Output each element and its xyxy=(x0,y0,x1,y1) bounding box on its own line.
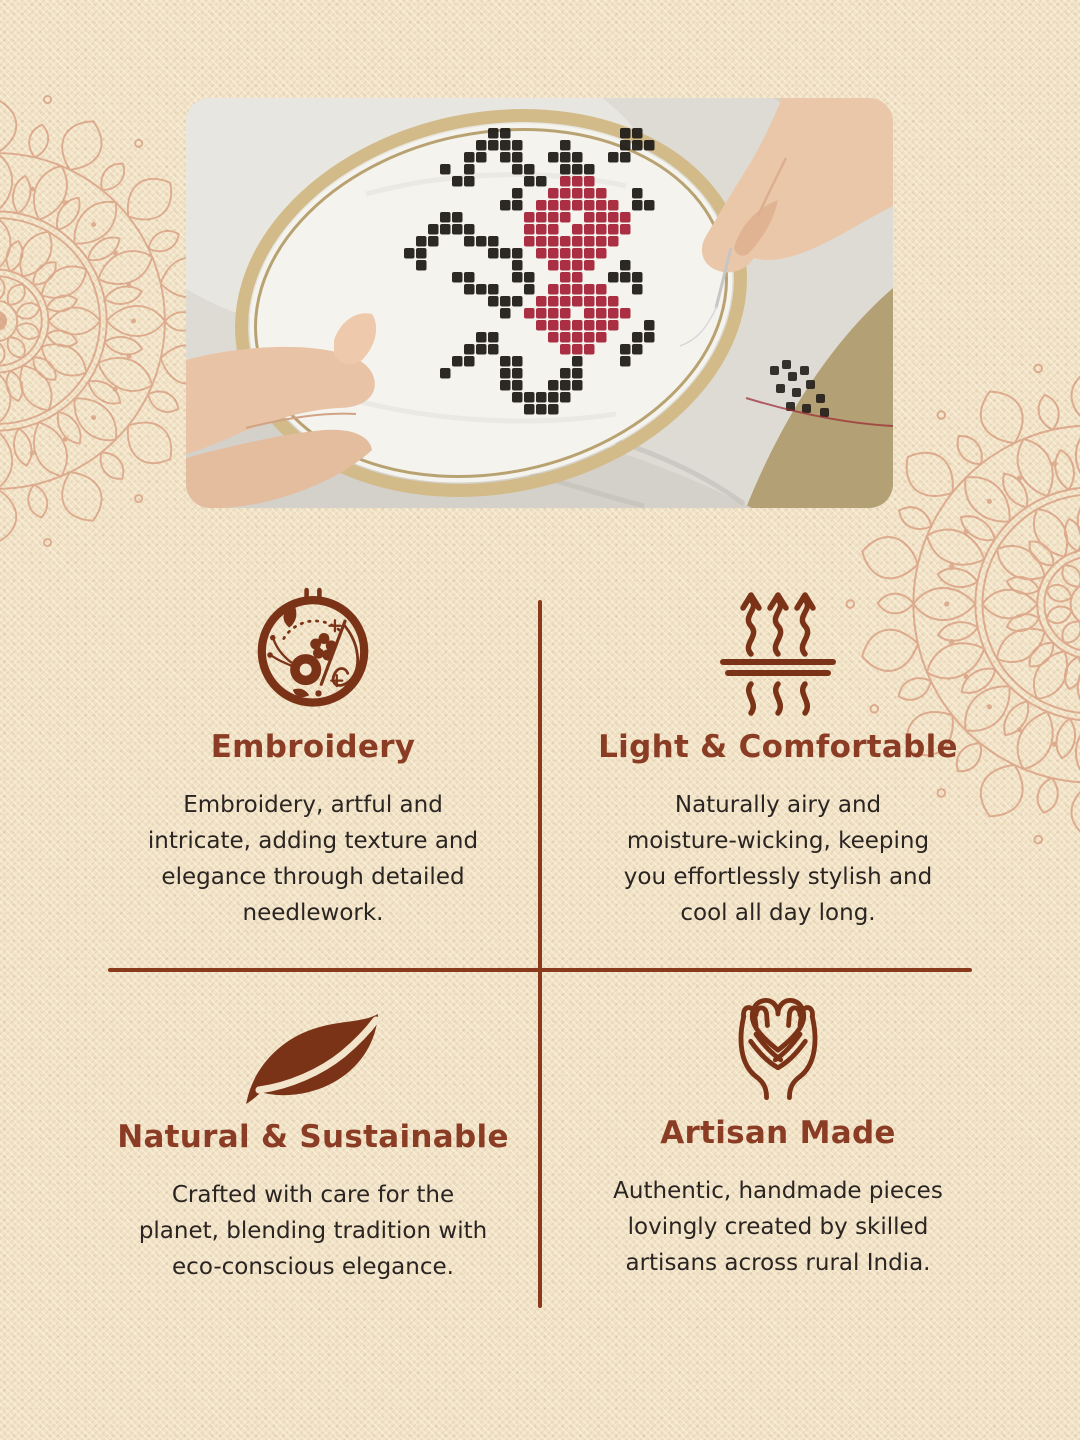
feature-title: Natural & Sustainable xyxy=(117,1119,509,1155)
breathability-icon xyxy=(703,582,853,727)
feature-title: Light & Comfortable xyxy=(598,729,958,765)
embroidery-hoop-icon xyxy=(249,582,377,727)
feature-artisan-made xyxy=(553,988,1003,1281)
hero-photo-scene xyxy=(186,98,893,508)
feature-description: Naturally airy and moisture-wicking, keeping you effortlessly stylish and cool all day long. xyxy=(623,792,933,926)
feature-description: Embroidery, artful and intricate, adding texture and elegance through detailed needlework. xyxy=(147,792,479,926)
feature-light-comfortable xyxy=(553,582,1003,931)
feature-natural-sustainable xyxy=(73,992,553,1285)
feature-embroidery xyxy=(88,582,538,931)
feature-description: Crafted with care for the planet, blending tradition with eco-conscious elegance. xyxy=(138,1182,488,1280)
feature-title: Embroidery xyxy=(210,729,416,765)
leaf-icon xyxy=(237,992,389,1117)
hero-photo-embroidery xyxy=(186,98,893,508)
hands-holding-heart-icon xyxy=(712,988,844,1113)
feature-description: Authentic, handmade pieces lovingly created by skilled artisans across rural India. xyxy=(613,1178,943,1276)
feature-title: Artisan Made xyxy=(660,1115,896,1151)
horizontal-divider xyxy=(108,968,972,972)
